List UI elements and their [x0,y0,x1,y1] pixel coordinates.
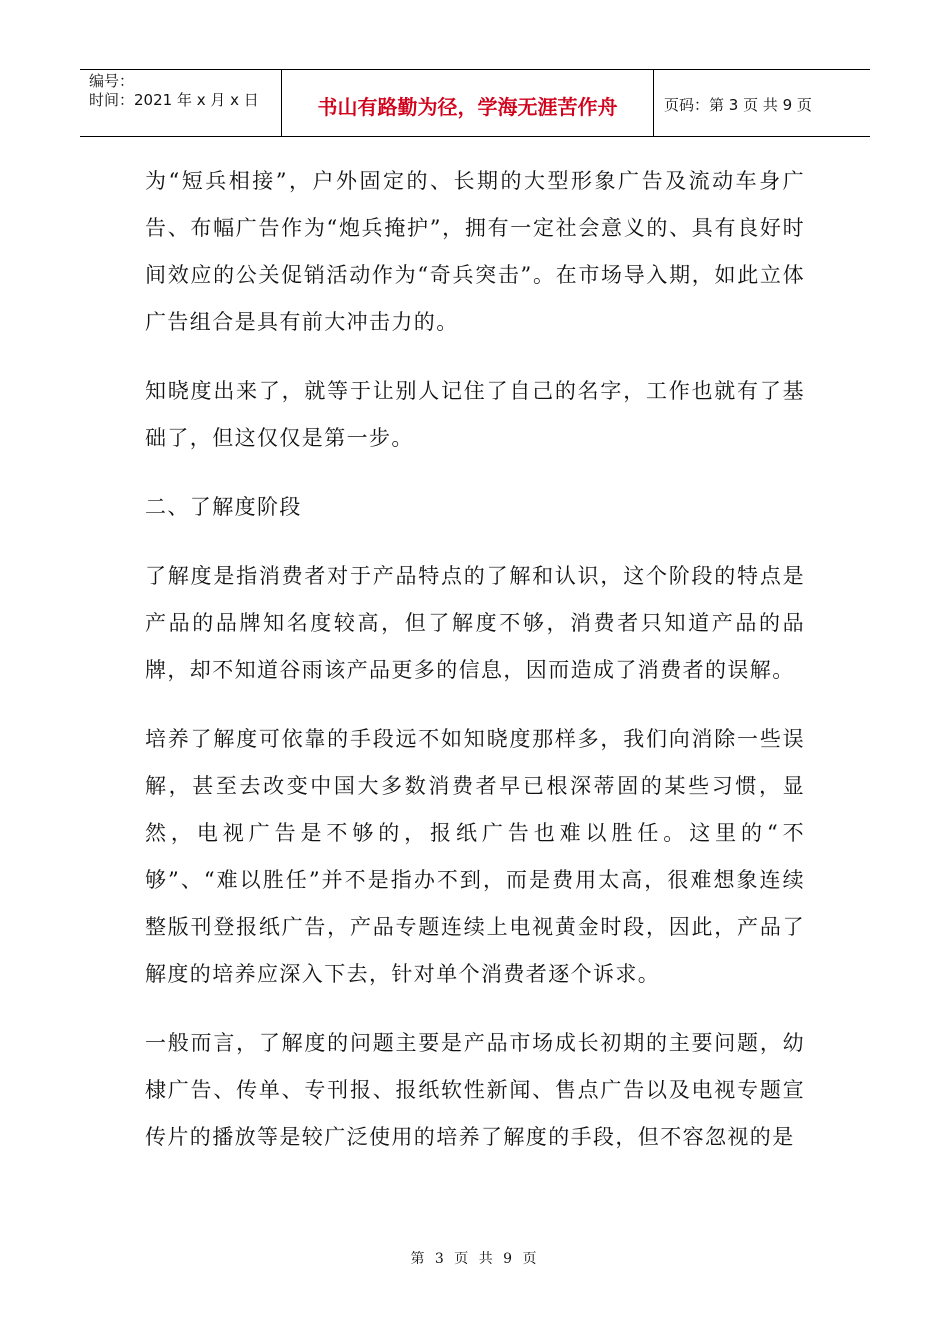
header-meta [80,70,282,136]
body-paragraph: 一般而言，了解度的问题主要是产品市场成长初期的主要问题，幼棣广告、传单、专刊报、报纸软性新闻、售点广告以及电视专题宣传片的播放等是较广泛使用的培养了解度的手段，但不容忽视的是 [145,1031,805,1149]
section-heading: 二、了解度阶段 [145,495,302,519]
header-motto: 书山有路勤为径，学海无涯苦作舟 [282,70,654,136]
body-paragraph: 为“短兵相接”，户外固定的、长期的大型形象广告及流动车身广告、布幅广告作为“炮兵掩护”，拥有一定社会意义的、具有良好时间效应的公关促销活动作为“奇兵突击”。在市场导入期，如此立体广告组合是具有前大冲击力的。 [145,169,805,334]
body-paragraph: 知晓度出来了，就等于让别人记住了自己的名字，工作也就有了基础了，但这仅仅是第一步。 [145,379,805,450]
header-page-info: 页码：第 3 页 共 9 页 [664,95,812,114]
body-paragraph: 培养了解度可依靠的手段远不如知晓度那样多，我们向消除一些误解，甚至去改变中国大多数消费者早已根深蒂固的某些习惯，显然，电视广告是不够的，报纸广告也难以胜任。这里的“不够”、“难以胜任”并不是指办不到，而是费用太高，很难想象连续整版刊登报纸广告，产品专题连续上电视黄金时段，因此，产品了解度的培养应深入下去，针对单个消费者逐个诉求。 [145,727,805,986]
document-header [80,69,870,137]
header-number-label: 编号： [89,72,135,90]
header-date-label: 时间：2021 年 x 月 x 日 [89,91,259,109]
body-paragraph: 了解度是指消费者对于产品特点的了解和认识，这个阶段的特点是产品的品牌知名度较高，但了解度不够，消费者只知道产品的品牌，却不知道谷雨该产品更多的信息，因而造成了消费者的误解。 [145,564,805,682]
page-footer: 第 3 页 共 9 页 [410,1251,540,1267]
document-body [145,158,805,1183]
